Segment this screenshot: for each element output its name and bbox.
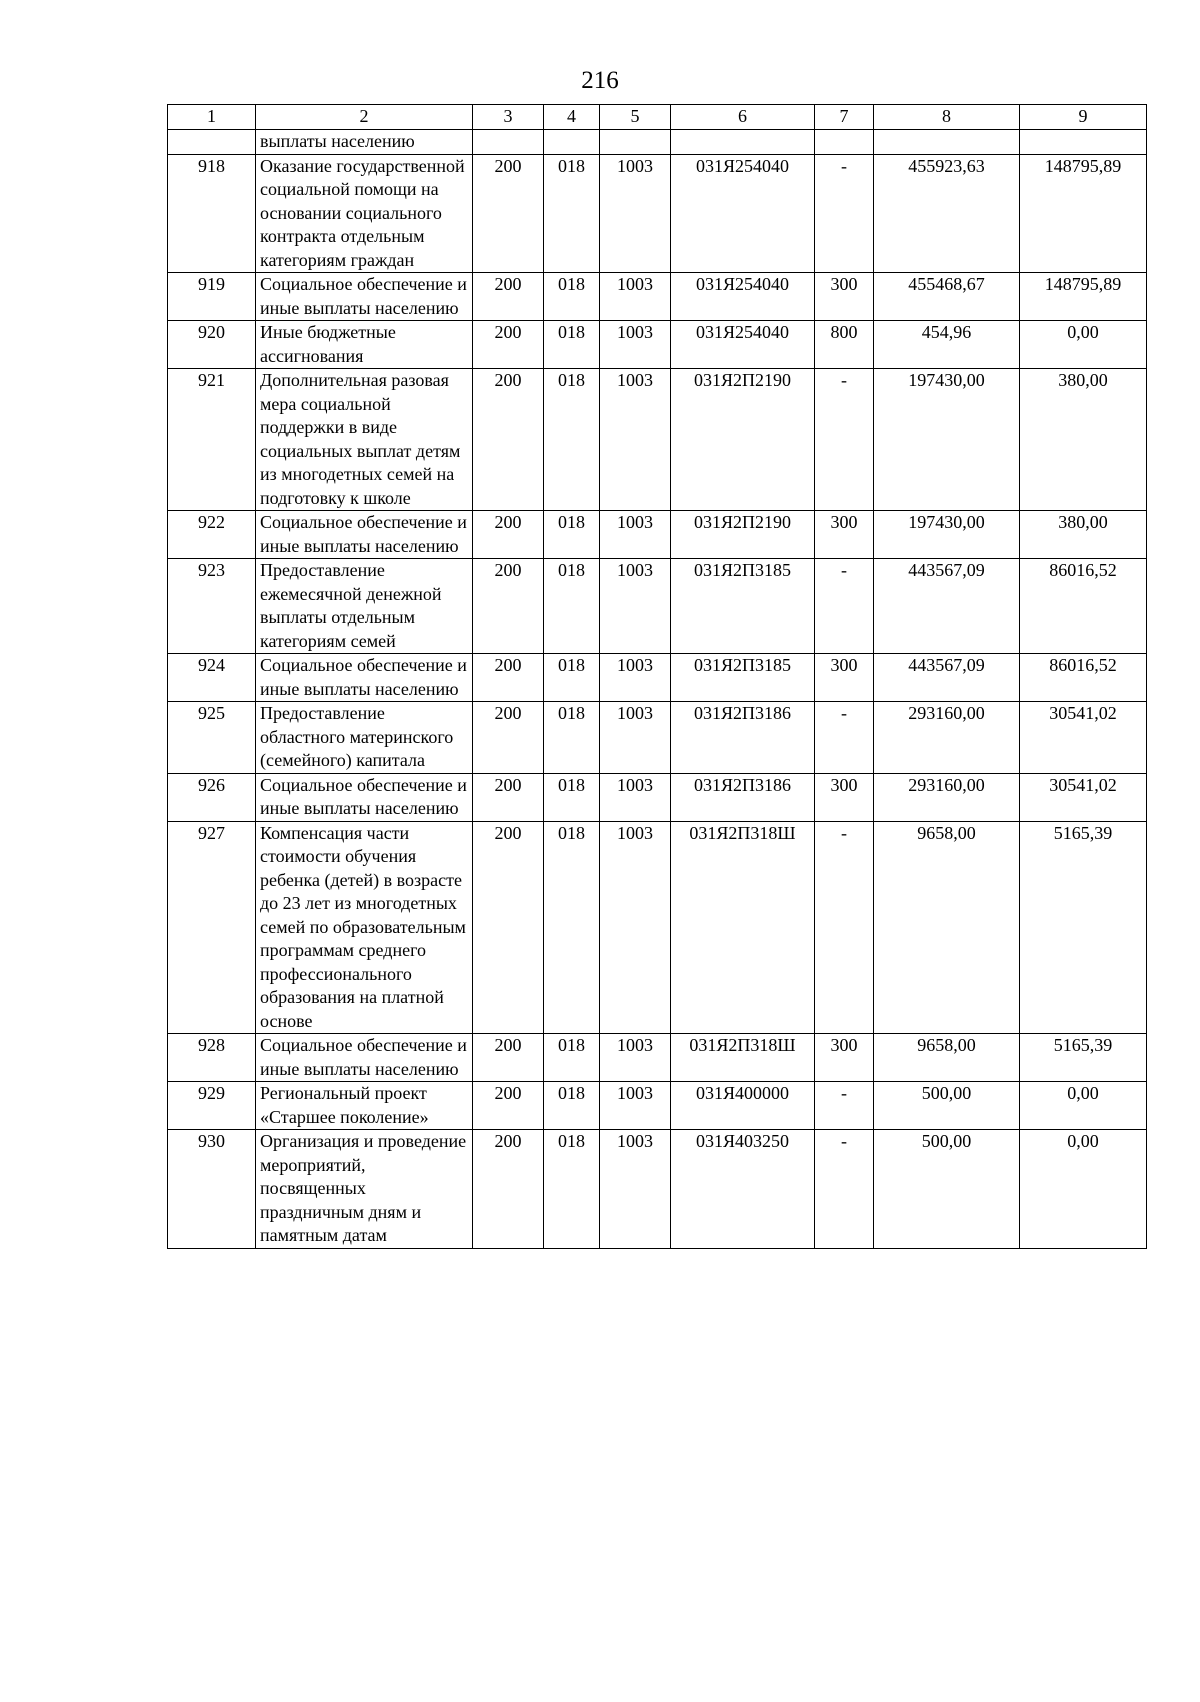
code-5-cell (600, 130, 671, 155)
row-number-cell: 926 (168, 773, 256, 821)
code-6-cell: 031Я2П3185 (671, 654, 815, 702)
table-row (168, 821, 1147, 1034)
amount-8-cell: 293160,00 (874, 702, 1020, 774)
code-4-cell: 018 (544, 321, 600, 369)
table-row (168, 369, 1147, 511)
budget-table (167, 104, 1147, 1249)
row-name-cell: Социальное обеспечение и иные выплаты населению (256, 773, 473, 821)
row-name-cell: Предоставление областного материнского (семейного) капитала (256, 702, 473, 774)
code-5-cell: 1003 (600, 773, 671, 821)
code-4-cell: 018 (544, 511, 600, 559)
code-3-cell: 200 (473, 821, 544, 1034)
code-7-cell: 300 (815, 511, 874, 559)
amount-9-cell: 30541,02 (1020, 702, 1147, 774)
code-4-cell: 018 (544, 273, 600, 321)
code-4-cell: 018 (544, 369, 600, 511)
row-number-cell: 923 (168, 559, 256, 654)
code-3-cell: 200 (473, 369, 544, 511)
row-number-cell: 927 (168, 821, 256, 1034)
row-number-cell: 924 (168, 654, 256, 702)
table-row (168, 559, 1147, 654)
amount-9-cell: 5165,39 (1020, 821, 1147, 1034)
table-row (168, 154, 1147, 273)
amount-8-cell: 455468,67 (874, 273, 1020, 321)
code-5-cell: 1003 (600, 511, 671, 559)
code-3-cell: 200 (473, 511, 544, 559)
column-header: 5 (600, 105, 671, 130)
amount-9-cell: 30541,02 (1020, 773, 1147, 821)
amount-9-cell: 0,00 (1020, 1082, 1147, 1130)
code-3-cell: 200 (473, 154, 544, 273)
page-number: 216 (581, 67, 619, 94)
column-header: 4 (544, 105, 600, 130)
amount-9-cell: 380,00 (1020, 369, 1147, 511)
amount-9-cell (1020, 130, 1147, 155)
code-7-cell: 300 (815, 273, 874, 321)
code-7-cell: - (815, 1082, 874, 1130)
code-6-cell: 031Я254040 (671, 273, 815, 321)
column-header: 2 (256, 105, 473, 130)
amount-8-cell: 293160,00 (874, 773, 1020, 821)
amount-9-cell: 0,00 (1020, 321, 1147, 369)
row-number-cell: 920 (168, 321, 256, 369)
row-number-cell: 930 (168, 1130, 256, 1249)
code-7-cell (815, 130, 874, 155)
row-name-cell: Социальное обеспечение и иные выплаты населению (256, 511, 473, 559)
table-row (168, 511, 1147, 559)
code-5-cell: 1003 (600, 273, 671, 321)
amount-9-cell: 86016,52 (1020, 559, 1147, 654)
code-3-cell: 200 (473, 1082, 544, 1130)
column-header: 3 (473, 105, 544, 130)
row-number-cell: 921 (168, 369, 256, 511)
header-row (168, 105, 1147, 130)
code-4-cell: 018 (544, 702, 600, 774)
code-7-cell: 300 (815, 654, 874, 702)
row-number-cell: 918 (168, 154, 256, 273)
code-7-cell: - (815, 369, 874, 511)
code-7-cell: 300 (815, 773, 874, 821)
code-4-cell: 018 (544, 154, 600, 273)
column-header: 7 (815, 105, 874, 130)
code-3-cell: 200 (473, 321, 544, 369)
row-number-cell: 919 (168, 273, 256, 321)
code-6-cell: 031Я2П318Ш (671, 1034, 815, 1082)
code-7-cell: - (815, 702, 874, 774)
code-5-cell: 1003 (600, 369, 671, 511)
code-5-cell: 1003 (600, 1082, 671, 1130)
code-7-cell: 300 (815, 1034, 874, 1082)
amount-9-cell: 148795,89 (1020, 154, 1147, 273)
column-header: 8 (874, 105, 1020, 130)
code-6-cell: 031Я2П3185 (671, 559, 815, 654)
table-row (168, 130, 1147, 155)
table-row (168, 773, 1147, 821)
row-name-cell: Иные бюджетные ассигнования (256, 321, 473, 369)
row-name-cell: Предоставление ежемесячной денежной выплаты отдельным категориям семей (256, 559, 473, 654)
column-header: 6 (671, 105, 815, 130)
code-6-cell: 031Я254040 (671, 154, 815, 273)
code-6-cell: 031Я2П2190 (671, 369, 815, 511)
table-row (168, 1034, 1147, 1082)
row-name-cell: Организация и проведение мероприятий, посвященных праздничным дням и памятным датам (256, 1130, 473, 1249)
row-name-cell: Оказание государственной социальной помощи на основании социального контракта отдельным категориям граждан (256, 154, 473, 273)
code-6-cell: 031Я403250 (671, 1130, 815, 1249)
code-5-cell: 1003 (600, 702, 671, 774)
row-name-cell: Компенсация части стоимости обучения ребенка (детей) в возрасте до 23 лет из многодетных семей по образовательным программам среднего профессионального образования на платной основе (256, 821, 473, 1034)
row-number-cell: 928 (168, 1034, 256, 1082)
code-6-cell: 031Я2П2190 (671, 511, 815, 559)
amount-8-cell: 197430,00 (874, 511, 1020, 559)
amount-8-cell: 443567,09 (874, 559, 1020, 654)
table-row (168, 702, 1147, 774)
code-3-cell: 200 (473, 1130, 544, 1249)
table-row (168, 1130, 1147, 1249)
row-name-cell: Региональный проект «Старшее поколение» (256, 1082, 473, 1130)
table-row (168, 321, 1147, 369)
code-7-cell: - (815, 821, 874, 1034)
row-number-cell: 925 (168, 702, 256, 774)
amount-9-cell: 0,00 (1020, 1130, 1147, 1249)
code-7-cell: - (815, 559, 874, 654)
amount-8-cell: 9658,00 (874, 821, 1020, 1034)
code-3-cell: 200 (473, 773, 544, 821)
row-name-cell: Дополнительная разовая мера социальной поддержки в виде социальных выплат детям из многодетных семей на подготовку к школе (256, 369, 473, 511)
amount-8-cell: 9658,00 (874, 1034, 1020, 1082)
amount-8-cell: 443567,09 (874, 654, 1020, 702)
code-5-cell: 1003 (600, 1034, 671, 1082)
amount-8-cell: 500,00 (874, 1082, 1020, 1130)
column-header: 9 (1020, 105, 1147, 130)
code-5-cell: 1003 (600, 1130, 671, 1249)
code-4-cell: 018 (544, 821, 600, 1034)
amount-9-cell: 148795,89 (1020, 273, 1147, 321)
code-6-cell: 031Я400000 (671, 1082, 815, 1130)
amount-9-cell: 86016,52 (1020, 654, 1147, 702)
table-body (168, 130, 1147, 1249)
amount-9-cell: 5165,39 (1020, 1034, 1147, 1082)
row-name-cell: Социальное обеспечение и иные выплаты населению (256, 273, 473, 321)
code-4-cell (544, 130, 600, 155)
code-5-cell: 1003 (600, 321, 671, 369)
code-5-cell: 1003 (600, 821, 671, 1034)
code-7-cell: - (815, 154, 874, 273)
amount-8-cell: 500,00 (874, 1130, 1020, 1249)
code-3-cell: 200 (473, 1034, 544, 1082)
code-5-cell: 1003 (600, 654, 671, 702)
amount-9-cell: 380,00 (1020, 511, 1147, 559)
amount-8-cell: 197430,00 (874, 369, 1020, 511)
code-3-cell: 200 (473, 273, 544, 321)
code-4-cell: 018 (544, 1034, 600, 1082)
row-number-cell (168, 130, 256, 155)
code-3-cell (473, 130, 544, 155)
row-name-cell: Социальное обеспечение и иные выплаты населению (256, 654, 473, 702)
code-7-cell: 800 (815, 321, 874, 369)
code-6-cell: 031Я2П3186 (671, 773, 815, 821)
code-4-cell: 018 (544, 1082, 600, 1130)
code-6-cell: 031Я254040 (671, 321, 815, 369)
code-5-cell: 1003 (600, 154, 671, 273)
code-6-cell: 031Я2П318Ш (671, 821, 815, 1034)
code-6-cell: 031Я2П3186 (671, 702, 815, 774)
code-3-cell: 200 (473, 559, 544, 654)
table-row (168, 1082, 1147, 1130)
amount-8-cell: 455923,63 (874, 154, 1020, 273)
row-name-cell: выплаты населению (256, 130, 473, 155)
code-4-cell: 018 (544, 559, 600, 654)
code-7-cell: - (815, 1130, 874, 1249)
amount-8-cell: 454,96 (874, 321, 1020, 369)
column-header: 1 (168, 105, 256, 130)
code-4-cell: 018 (544, 1130, 600, 1249)
table-row (168, 273, 1147, 321)
code-6-cell (671, 130, 815, 155)
code-4-cell: 018 (544, 654, 600, 702)
amount-8-cell (874, 130, 1020, 155)
code-3-cell: 200 (473, 654, 544, 702)
row-number-cell: 922 (168, 511, 256, 559)
code-3-cell: 200 (473, 702, 544, 774)
row-number-cell: 929 (168, 1082, 256, 1130)
code-4-cell: 018 (544, 773, 600, 821)
code-5-cell: 1003 (600, 559, 671, 654)
table-row (168, 654, 1147, 702)
row-name-cell: Социальное обеспечение и иные выплаты населению (256, 1034, 473, 1082)
